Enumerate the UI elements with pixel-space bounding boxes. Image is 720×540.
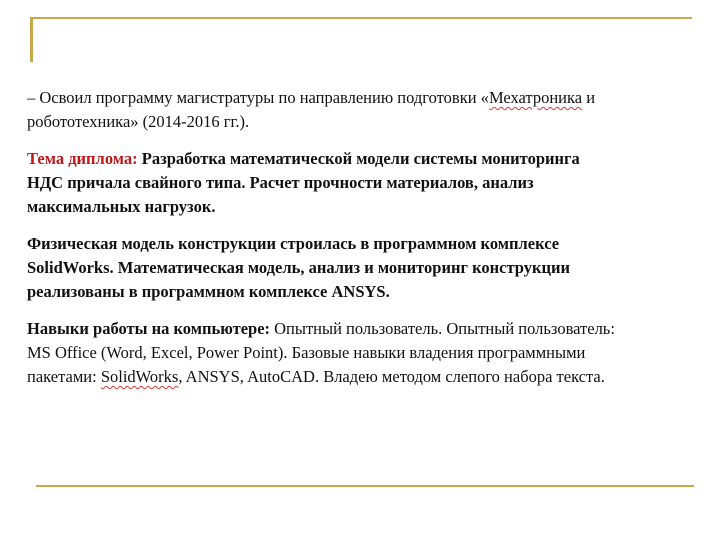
frame-left-line — [30, 17, 33, 62]
education-line-1 — [27, 86, 712, 110]
slide-content — [27, 86, 712, 402]
education-line-2: робототехника» (2014-2016 гг.). — [27, 112, 250, 131]
paragraph-thesis — [27, 147, 712, 219]
paragraph-education — [27, 86, 712, 134]
paragraph-model — [27, 232, 712, 304]
skills-text-3a: пакетами: — [27, 367, 101, 386]
education-text-a: – Освоил программу магистратуры по направлению подготовки « — [27, 88, 489, 107]
model-line-2: SolidWorks. Математическая модель, анализ и мониторинг конструкции — [27, 258, 571, 277]
education-text-c: и — [582, 88, 596, 107]
skills-line-2: MS Office (Word, Excel, Power Point). Базовые навыки владения программными — [27, 343, 586, 362]
thesis-text-1: Разработка математической модели системы мониторинга — [137, 149, 580, 168]
skills-line-3 — [27, 365, 712, 389]
thesis-line-2: НДС причала свайного типа. Расчет прочности материалов, анализ — [27, 173, 534, 192]
skills-spellcheck-word: SolidWorks — [100, 367, 179, 386]
paragraph-skills — [27, 317, 712, 389]
frame-top-line — [30, 17, 692, 19]
skills-text-3c: , ANSYS, AutoCAD. Владею методом слепого набора текста. — [178, 367, 605, 386]
thesis-line-1 — [27, 147, 712, 171]
model-line-1: Физическая модель конструкции строилась в программном комплексе — [27, 234, 560, 253]
skills-text-1: Опытный пользователь. Опытный пользователь: — [270, 319, 615, 338]
thesis-line-3: максимальных нагрузок. — [27, 197, 216, 216]
model-line-3: реализованы в программном комплексе ANSYS. — [27, 282, 390, 301]
thesis-label: Тема диплома: — [27, 149, 138, 168]
skills-line-1 — [27, 317, 712, 341]
education-spellcheck-word: Мехатроника — [488, 88, 583, 107]
frame-bottom-line — [36, 485, 694, 487]
skills-label: Навыки работы на компьютере: — [27, 319, 271, 338]
